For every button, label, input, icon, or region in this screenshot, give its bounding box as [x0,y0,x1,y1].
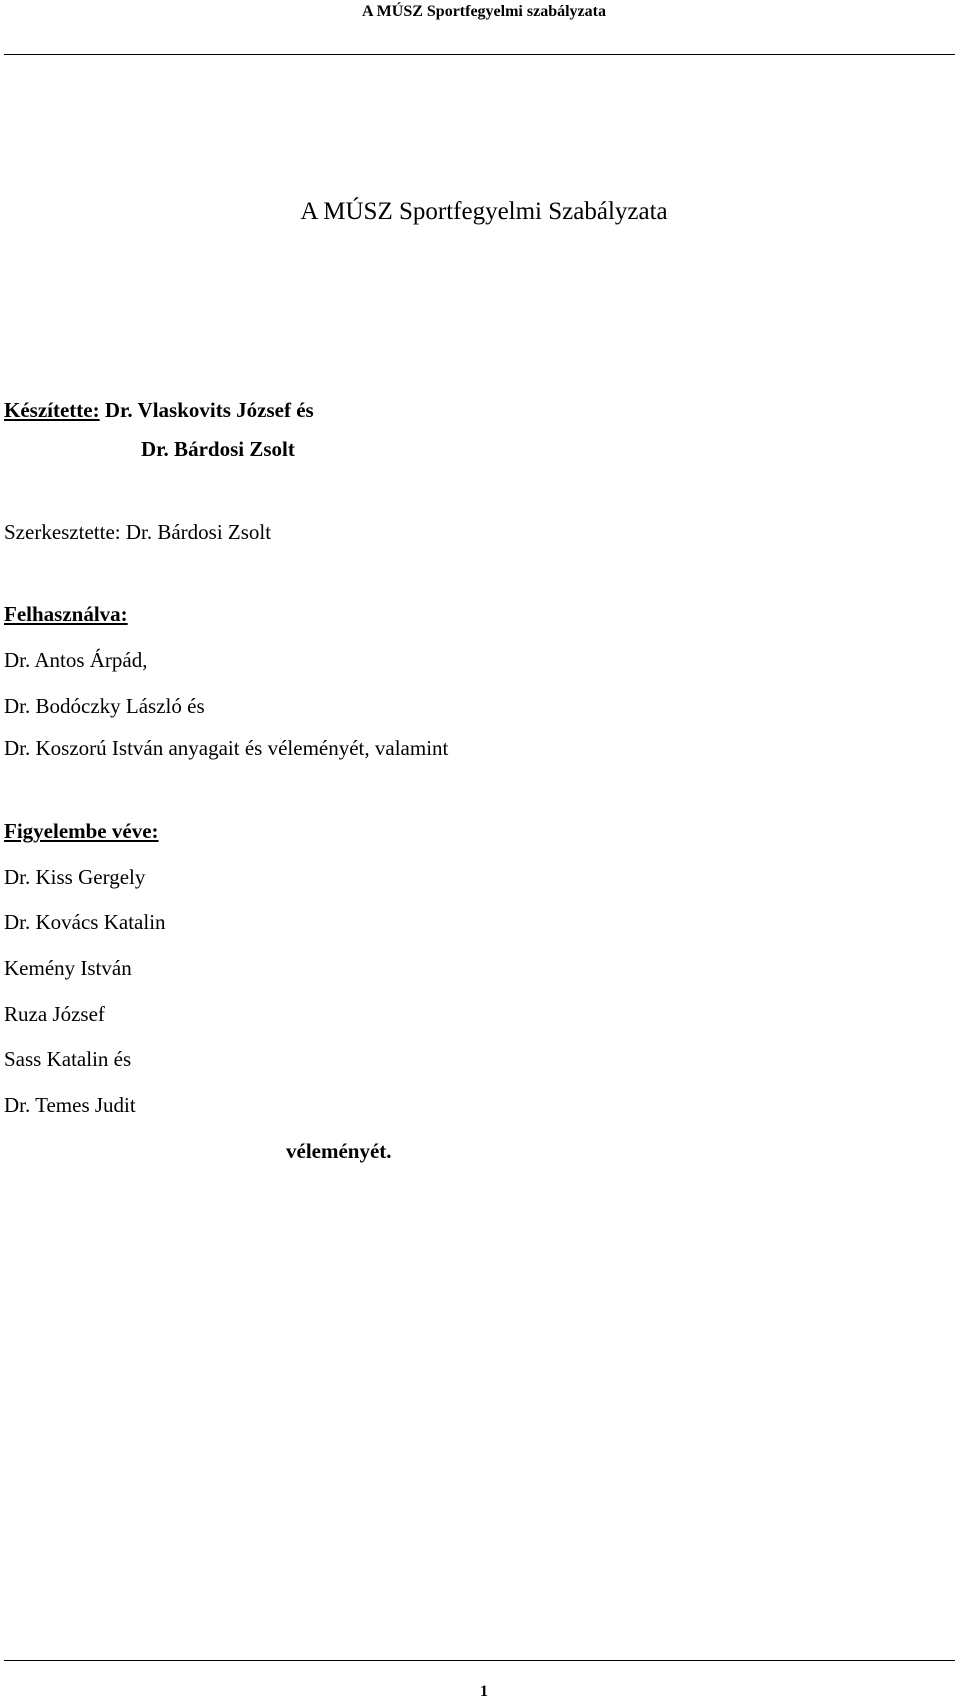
used-item: Dr. Bodóczky László és [4,694,205,718]
considered-item: Kemény István [4,956,132,980]
considered-item: Dr. Kovács Katalin [4,910,166,934]
considered-item: Dr. Kiss Gergely [4,865,146,889]
document-title: A MÚSZ Sportfegyelmi Szabályzata [300,198,668,225]
considered-item: Dr. Temes Judit [4,1093,136,1117]
running-header: A MÚSZ Sportfegyelmi szabályzata [362,3,606,20]
prepared-by-label: Készítette: [4,398,100,422]
header-rule [4,54,955,55]
considered-item: Sass Katalin és [4,1047,132,1071]
used-item: Dr. Koszorú István anyagait és véleményét, valamint [4,736,449,760]
footer-rule [4,1660,955,1661]
prepared-by-name-1: Dr. Vlaskovits József és [104,398,314,422]
prepared-by-line [4,397,314,423]
edited-by: Szerkesztette: Dr. Bárdosi Zsolt [4,520,272,544]
page-number: 1 [480,1683,488,1700]
used-label: Felhasználva: [4,602,128,626]
used-item: Dr. Antos Árpád, [4,648,148,672]
closing-text: véleményét. [286,1139,392,1163]
considered-item: Ruza József [4,1002,105,1026]
prepared-by-name-2: Dr. Bárdosi Zsolt [141,437,295,461]
considered-label: Figyelembe véve: [4,819,159,843]
